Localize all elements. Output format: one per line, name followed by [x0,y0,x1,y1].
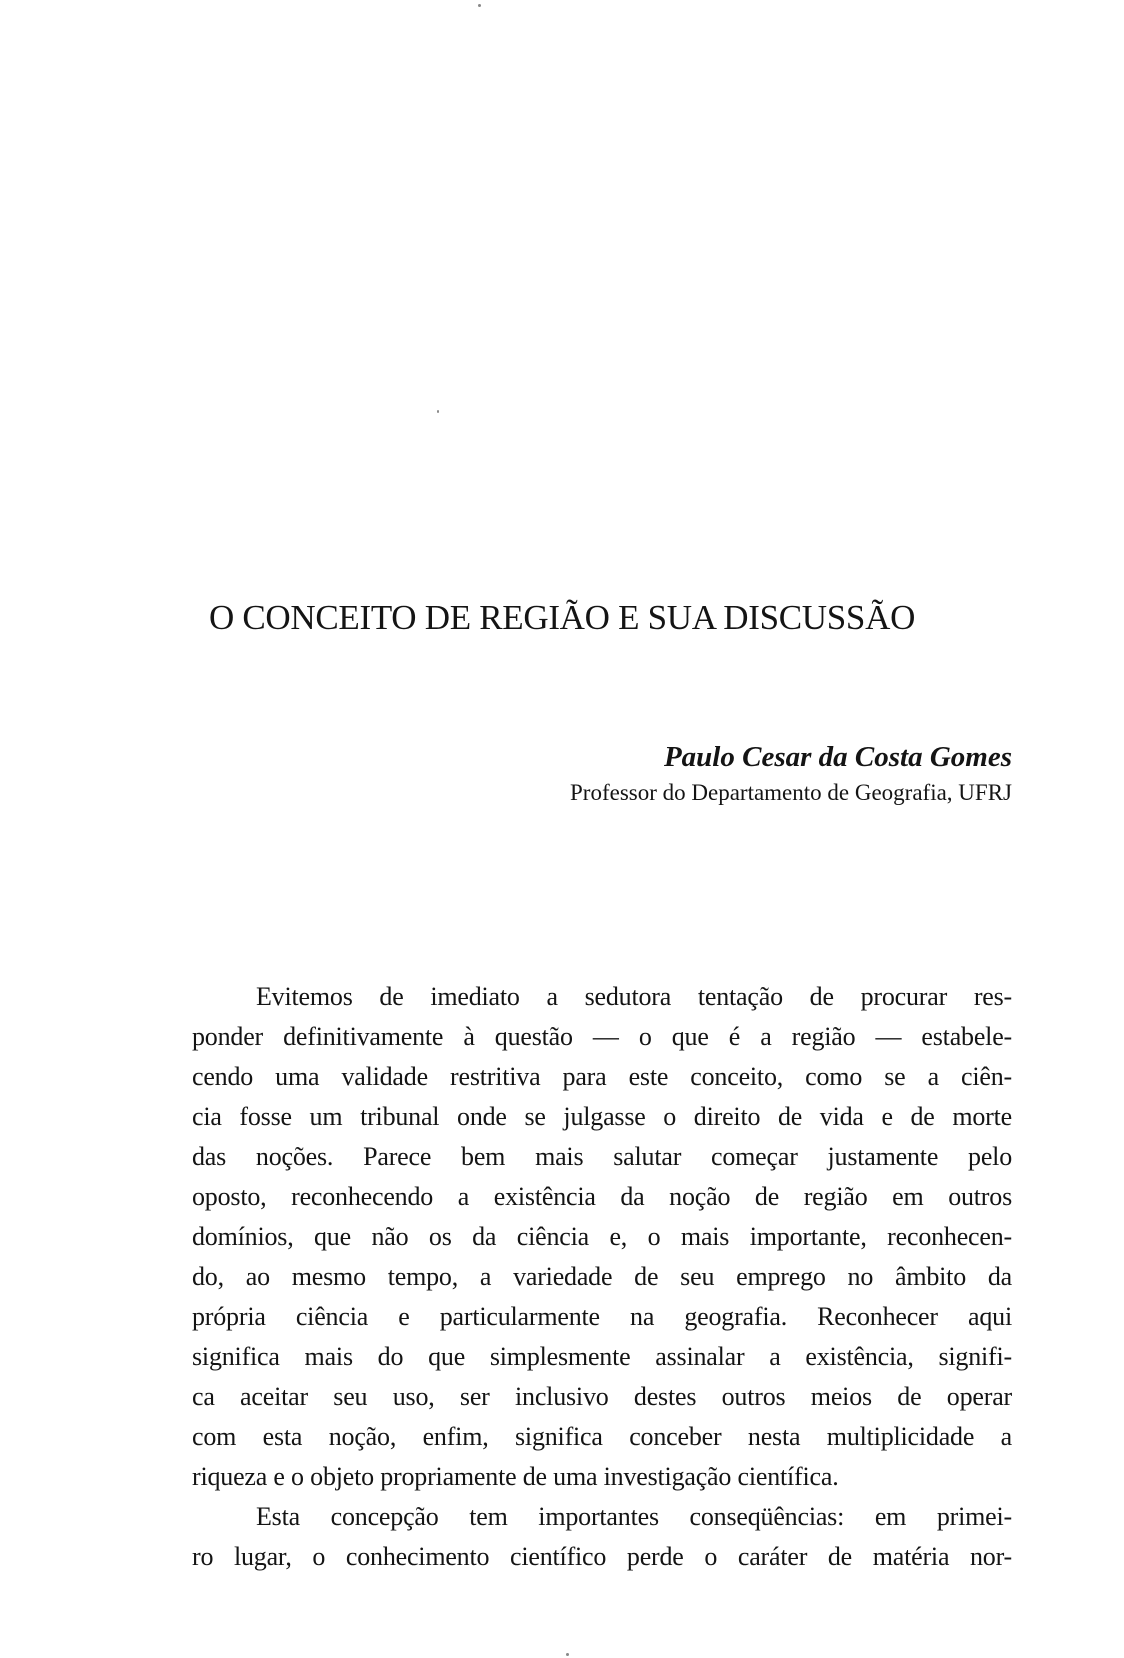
page-title: O CONCEITO DE REGIÃO E SUA DISCUSSÃO [208,598,916,637]
text-line: cendo uma validade restritiva para este conceito, como se a ciên- [192,1062,1012,1091]
text-line: cia fosse um tribunal onde se julgasse o direito de vida e de morte [192,1102,1012,1131]
text-line: ponder definitivamente à questão — o que é a região — estabele- [192,1022,1012,1051]
text-line: oposto, reconhecendo a existência da noção de região em outros [192,1182,1012,1211]
text-line: Evitemos de imediato a sedutora tentação de procurar res- [256,982,1012,1011]
text-line: riqueza e o objeto propriamente de uma investigação científica. [192,1462,839,1491]
text-line: ro lugar, o conhecimento científico perde o caráter de matéria nor- [192,1542,1012,1571]
paragraph-1 [192,977,1012,1497]
text-line: com esta noção, enfim, significa conceber nesta multiplicidade a [192,1422,1012,1451]
text-line: Esta concepção tem importantes conseqüências: em primei- [256,1502,1012,1531]
text-line: ca aceitar seu uso, ser inclusivo destes outros meios de operar [192,1382,1012,1411]
author-block [570,738,1012,810]
text-line: domínios, que não os da ciência e, o mais importante, reconhecen- [192,1222,1012,1251]
scan-speck [437,410,439,413]
text-line: das noções. Parece bem mais salutar começar justamente pelo [192,1142,1012,1171]
text-line: própria ciência e particularmente na geografia. Reconhecer aqui [192,1302,1012,1331]
body-text [192,977,1012,1577]
scan-speck [478,4,481,7]
text-line: significa mais do que simplesmente assinalar a existência, signifi- [192,1342,1012,1371]
text-line: do, ao mesmo tempo, a variedade de seu emprego no âmbito da [192,1262,1012,1291]
author-affiliation: Professor do Departamento de Geografia, UFRJ [570,780,1012,805]
scan-speck [566,1653,569,1656]
paragraph-2 [192,1497,1012,1577]
author-name: Paulo Cesar da Costa Gomes [663,741,1012,773]
